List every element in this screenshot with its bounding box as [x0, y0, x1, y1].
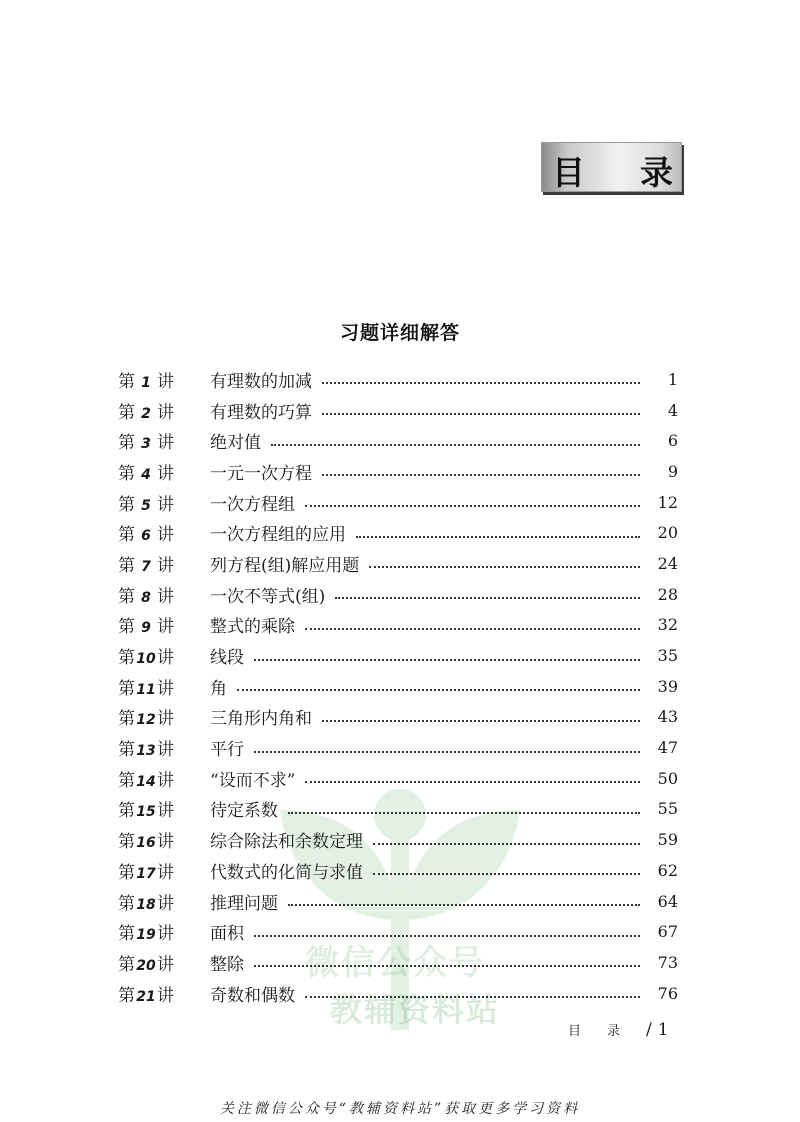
lecture-prefix: 第 — [118, 740, 135, 761]
lecture-label — [118, 766, 210, 791]
toc-entry — [118, 671, 678, 702]
entry-page-number: 62 — [657, 860, 678, 880]
lecture-label — [118, 490, 210, 515]
lecture-number: 10 — [136, 651, 156, 668]
dot-leader — [322, 380, 640, 384]
entry-title: 待定系数 — [210, 801, 278, 822]
dot-leader — [288, 810, 640, 814]
entry-title: 线段 — [210, 648, 244, 669]
lecture-prefix: 第 — [118, 617, 135, 638]
section-heading: 习题详细解答 — [339, 322, 460, 344]
lecture-prefix: 第 — [118, 709, 135, 730]
dot-leader — [254, 933, 640, 937]
lecture-number: 1 — [141, 374, 151, 391]
lecture-label — [118, 520, 210, 545]
lecture-label — [118, 919, 210, 944]
lecture-prefix: 第 — [118, 586, 135, 607]
dot-leader — [373, 871, 640, 875]
dot-leader — [322, 411, 640, 415]
dot-leader — [322, 718, 640, 722]
lecture-prefix: 第 — [118, 371, 135, 392]
toc-entry — [118, 947, 678, 978]
lecture-number: 14 — [136, 773, 156, 790]
lecture-suffix: 讲 — [157, 740, 174, 761]
entry-title: 面积 — [210, 924, 244, 945]
lecture-suffix: 讲 — [157, 371, 174, 392]
lecture-prefix: 第 — [118, 770, 135, 791]
lecture-label — [118, 459, 210, 484]
dot-leader — [271, 442, 640, 446]
entry-title: 角 — [210, 678, 227, 699]
lecture-suffix: 讲 — [157, 648, 174, 669]
lecture-label — [118, 367, 210, 392]
dot-leader — [373, 841, 640, 845]
entry-page-number: 20 — [657, 523, 678, 543]
entry-page-number: 24 — [657, 553, 678, 573]
entry-page-number: 6 — [667, 431, 678, 451]
dot-leader — [254, 963, 640, 967]
dot-leader — [305, 503, 640, 507]
entry-title: 整除 — [210, 954, 244, 975]
lecture-number: 12 — [136, 712, 156, 729]
lecture-suffix: 讲 — [157, 770, 174, 791]
lecture-suffix: 讲 — [157, 402, 174, 423]
entry-title: 综合除法和余数定理 — [210, 832, 363, 853]
lecture-label — [118, 827, 210, 852]
entry-title: 绝对值 — [210, 433, 261, 454]
lecture-label — [118, 704, 210, 729]
toc-entry — [118, 732, 678, 763]
lecture-prefix: 第 — [118, 648, 135, 669]
lecture-prefix: 第 — [118, 862, 135, 883]
entry-page-number: 43 — [657, 707, 678, 727]
entry-title: 三角形内角和 — [210, 709, 312, 730]
toc-entry — [118, 579, 678, 610]
lecture-suffix: 讲 — [157, 832, 174, 853]
lecture-label — [118, 858, 210, 883]
lecture-suffix: 讲 — [157, 801, 174, 822]
entry-title: 列方程(组)解应用题 — [210, 555, 360, 576]
entry-page-number: 64 — [657, 891, 678, 911]
toc-entry — [118, 640, 678, 671]
lecture-prefix: 第 — [118, 924, 135, 945]
lecture-label — [118, 981, 210, 1006]
lecture-label — [118, 612, 210, 637]
lecture-suffix: 讲 — [157, 525, 174, 546]
lecture-number: 13 — [136, 743, 156, 760]
lecture-label — [118, 643, 210, 668]
lecture-suffix: 讲 — [157, 954, 174, 975]
lecture-number: 7 — [141, 558, 151, 575]
lecture-label — [118, 551, 210, 576]
dot-leader — [335, 595, 640, 599]
lecture-suffix: 讲 — [157, 678, 174, 699]
entry-title: 平行 — [210, 740, 244, 761]
title-char-right: 录 — [640, 153, 673, 192]
lecture-suffix: 讲 — [157, 463, 174, 484]
lecture-suffix: 讲 — [157, 494, 174, 515]
lecture-number: 8 — [141, 589, 151, 606]
lecture-number: 6 — [141, 528, 151, 545]
footer-label: 目录 — [568, 1024, 647, 1039]
bottom-note: 关注微信公众号“教辅资料站”获取更多学习资料 — [219, 1101, 581, 1117]
entry-page-number: 39 — [657, 676, 678, 696]
toc-entry — [118, 916, 678, 947]
entry-page-number: 9 — [667, 461, 678, 481]
entry-page-number: 28 — [657, 584, 678, 604]
dot-leader — [369, 564, 640, 568]
toc-entry — [118, 487, 678, 518]
lecture-suffix: 讲 — [157, 433, 174, 454]
entry-title: 一次方程组的应用 — [210, 525, 346, 546]
entry-page-number: 12 — [657, 492, 678, 512]
entry-title: 一元一次方程 — [210, 463, 312, 484]
lecture-prefix: 第 — [118, 555, 135, 576]
entry-title: 奇数和偶数 — [210, 985, 295, 1006]
entry-page-number: 55 — [657, 799, 678, 819]
lecture-suffix: 讲 — [157, 709, 174, 730]
lecture-number: 17 — [136, 865, 156, 882]
lecture-label — [118, 950, 210, 975]
lecture-prefix: 第 — [118, 832, 135, 853]
toc-entry — [118, 395, 678, 426]
lecture-number: 4 — [141, 466, 151, 483]
lecture-number: 20 — [136, 957, 156, 974]
lecture-prefix: 第 — [118, 678, 135, 699]
entry-page-number: 67 — [657, 922, 678, 942]
entry-title: 一次方程组 — [210, 494, 295, 515]
lecture-prefix: 第 — [118, 463, 135, 484]
toc-entry — [118, 517, 678, 548]
entry-page-number: 4 — [667, 400, 678, 420]
page-footer — [568, 1020, 680, 1040]
toc-entry — [118, 886, 678, 917]
lecture-suffix: 讲 — [157, 555, 174, 576]
entry-page-number: 73 — [657, 952, 678, 972]
dot-leader — [254, 657, 640, 661]
lecture-prefix: 第 — [118, 433, 135, 454]
entry-title: 有理数的加减 — [210, 371, 312, 392]
toc-entry — [118, 548, 678, 579]
lecture-number: 21 — [136, 988, 156, 1005]
lecture-prefix: 第 — [118, 954, 135, 975]
lecture-number: 16 — [136, 835, 156, 852]
lecture-suffix: 讲 — [157, 893, 174, 914]
entry-title: 有理数的巧算 — [210, 402, 312, 423]
toc-entry — [118, 763, 678, 794]
toc-entry — [118, 855, 678, 886]
table-of-contents — [118, 364, 678, 1008]
lecture-label — [118, 796, 210, 821]
lecture-label — [118, 735, 210, 760]
lecture-number: 11 — [136, 681, 156, 698]
lecture-label — [118, 582, 210, 607]
lecture-prefix: 第 — [118, 893, 135, 914]
toc-entry — [118, 794, 678, 825]
toc-entry — [118, 978, 678, 1009]
footer-separator: / — [646, 1020, 652, 1040]
lecture-suffix: 讲 — [157, 586, 174, 607]
lecture-number: 15 — [136, 804, 156, 821]
watermark-text-2: 教辅资料站 — [330, 991, 501, 1029]
footer-page-number: 1 — [657, 1020, 669, 1040]
lecture-prefix: 第 — [118, 985, 135, 1006]
entry-title: “设而不求” — [210, 770, 296, 791]
lecture-label — [118, 674, 210, 699]
entry-page-number: 47 — [657, 738, 678, 758]
lecture-label — [118, 398, 210, 423]
toc-entry — [118, 364, 678, 395]
dot-leader — [254, 749, 640, 753]
lecture-number: 5 — [141, 497, 151, 514]
entry-title: 一次不等式(组) — [210, 586, 326, 607]
dot-leader — [305, 779, 640, 783]
entry-page-number: 35 — [657, 646, 678, 666]
toc-entry — [118, 610, 678, 641]
toc-entry — [118, 702, 678, 733]
lecture-prefix: 第 — [118, 801, 135, 822]
entry-page-number: 59 — [657, 830, 678, 850]
lecture-suffix: 讲 — [157, 617, 174, 638]
lecture-suffix: 讲 — [157, 862, 174, 883]
entry-title: 整式的乘除 — [210, 617, 295, 638]
lecture-number: 3 — [141, 436, 151, 453]
dot-leader — [305, 626, 640, 630]
lecture-label — [118, 889, 210, 914]
dot-leader — [322, 472, 640, 476]
entry-page-number: 76 — [657, 983, 678, 1003]
lecture-suffix: 讲 — [157, 924, 174, 945]
toc-entry — [118, 425, 678, 456]
lecture-suffix: 讲 — [157, 985, 174, 1006]
lecture-prefix: 第 — [118, 402, 135, 423]
toc-entry — [118, 456, 678, 487]
title-char-left: 目 — [552, 153, 585, 192]
dot-leader — [237, 687, 640, 691]
dot-leader — [356, 534, 640, 538]
entry-page-number: 50 — [657, 768, 678, 788]
lecture-number: 9 — [141, 620, 151, 637]
lecture-prefix: 第 — [118, 525, 135, 546]
entry-title: 代数式的化简与求值 — [210, 862, 363, 883]
dot-leader — [305, 994, 640, 998]
lecture-label — [118, 428, 210, 453]
lecture-number: 2 — [141, 405, 151, 422]
lecture-number: 18 — [136, 896, 156, 913]
toc-entry — [118, 824, 678, 855]
toc-title-banner — [541, 142, 682, 192]
lecture-prefix: 第 — [118, 494, 135, 515]
entry-page-number: 32 — [657, 615, 678, 635]
entry-title: 推理问题 — [210, 893, 278, 914]
entry-page-number: 1 — [667, 369, 678, 389]
lecture-number: 19 — [136, 927, 156, 944]
watermark-text-1: 微信公众号 — [305, 943, 485, 983]
dot-leader — [288, 902, 640, 906]
